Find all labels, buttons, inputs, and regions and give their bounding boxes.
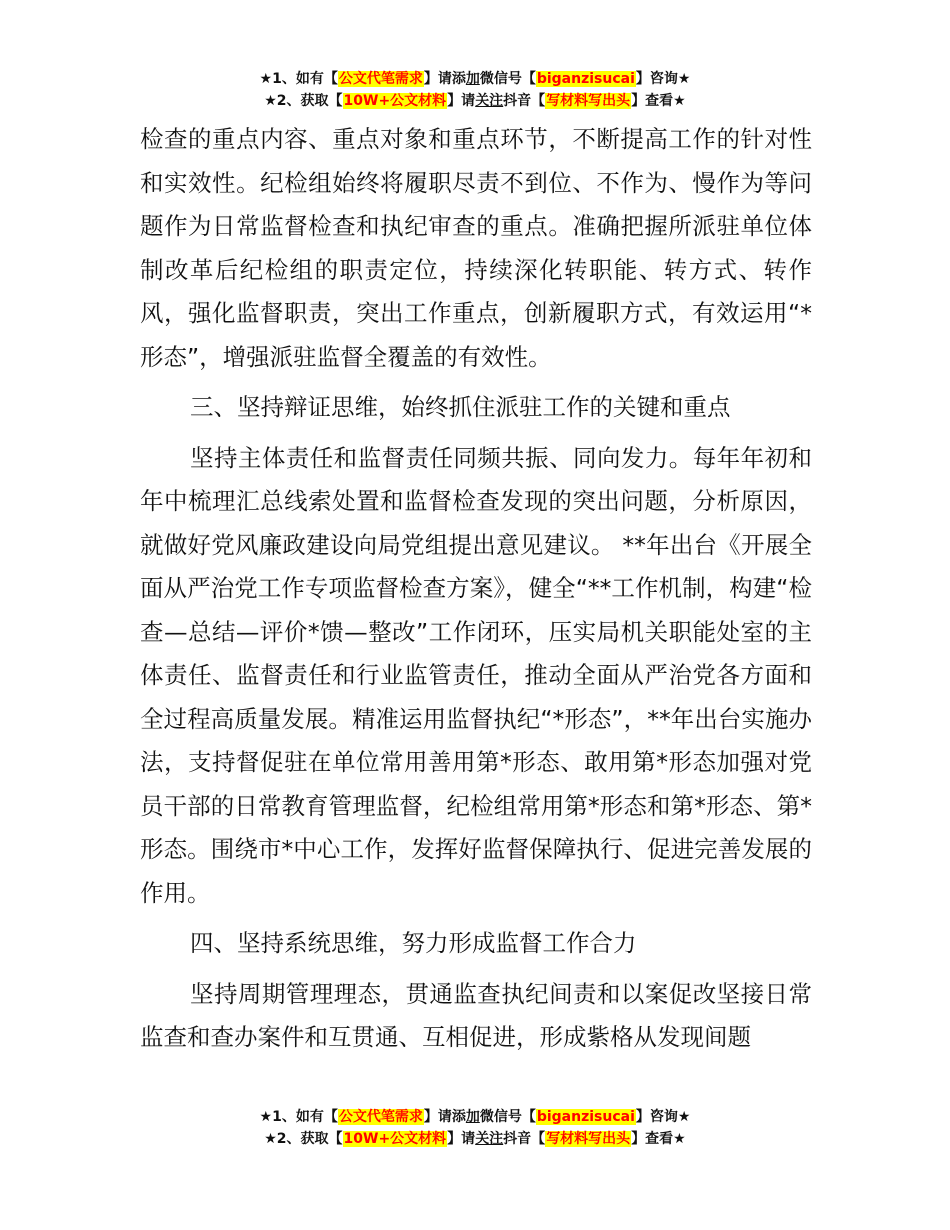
banner-highlight-service: 公文代笔需求 (338, 1109, 423, 1125)
banner-text: 微信号【 (479, 71, 536, 87)
banner-text: ★2、获取【 (264, 93, 343, 109)
banner-text-underlined: 关注 (475, 93, 504, 109)
banner-highlight-materials: 10W+公文材料 (343, 93, 447, 109)
header-banner (0, 68, 950, 112)
banner-line-2 (0, 90, 950, 112)
banner-highlight-materials: 10W+公文材料 (343, 1131, 447, 1147)
banner-text: ★1、如有【 (259, 71, 338, 87)
banner-text: 】查看★ (631, 1131, 686, 1147)
banner-text: 】请 (447, 93, 476, 109)
banner-text: 】咨询★ (635, 1109, 691, 1125)
banner-text: 】请添 (423, 1109, 466, 1125)
banner-text-underlined: 关注 (475, 1131, 504, 1147)
paragraph: 坚持周期管理理态，贯通监查执纪间责和以案促改坚接日常监查和查办案件和互贯通、互相促进，形成紫格从发现间题 (140, 979, 812, 1051)
banner-highlight-service: 公文代笔需求 (338, 71, 423, 87)
banner-text: 微信号【 (479, 1109, 536, 1125)
banner-text-underlined: 加 (465, 1109, 480, 1125)
banner-line-2 (0, 1128, 950, 1150)
banner-text: 抖音【 (503, 1131, 546, 1147)
section-heading-3: 三、坚持辩证思维，始终抓住派驻工作的关键和重点 (190, 393, 731, 421)
banner-line-1 (0, 1106, 950, 1128)
banner-text-underlined: 加 (465, 71, 480, 87)
paragraph: 坚持主体责任和监督责任同频共振、同向发力。每年年初和年中梳理汇总线索处置和监督检查发现的突出问题，分析原因，就做好党风廉政建设向局党组提出意见建议。 **年出台《开展全面从严治党工作专项监督检查方案》，健全“**工作机制，构建“检查—总结—评价*馈—整改”工作闭环，压实局机关职能处室的主体责任、监督责任和行业监管责任，推动全面从严治党各方面和全过程高质量发展。精准运用监督执纪“*形态”，**年出台实施办法，支持督促驻在单位常用善用第*形态、敢用第*形态加强对党员干部的日常教育管理监督，纪检组常用第*形态和第*形态、第*形态。围绕市*中心工作，发挥好监督保障执行、促进完善发展的作用。 (140, 443, 812, 907)
banner-text: 抖音【 (503, 93, 546, 109)
banner-text: ★2、获取【 (264, 1131, 343, 1147)
document-body (140, 118, 812, 1060)
paragraph-continuation: 检查的重点内容、重点对象和重点环节，不断提高工作的针对性和实效性。纪检组始终将履职尽责不到位、不作为、慢作为等问题作为日常监督检查和执纪审查的重点。准确把握所派驻单位体制改革后纪检组的职责定位，持续深化转职能、转方式、转作风，强化监督职责，突出工作重点，创新履职方式，有效运用“*形态”，增强派驻监督全覆盖的有效性。 (140, 125, 812, 371)
banner-highlight-wechat-id: biganzisucai (536, 1109, 635, 1125)
banner-text: 】请添 (423, 71, 466, 87)
banner-text: 】咨询★ (635, 71, 691, 87)
banner-highlight-wechat-id: biganzisucai (536, 71, 635, 87)
banner-highlight-douyin-account: 写材料写出头 (546, 93, 631, 109)
section-heading-4: 四、坚持系统思维，努力形成监督工作合力 (190, 929, 637, 957)
banner-text: 】查看★ (631, 93, 686, 109)
banner-highlight-douyin-account: 写材料写出头 (546, 1131, 631, 1147)
banner-text: 】请 (447, 1131, 476, 1147)
banner-line-1 (0, 68, 950, 90)
banner-text: ★1、如有【 (259, 1109, 338, 1125)
footer-banner (0, 1106, 950, 1150)
